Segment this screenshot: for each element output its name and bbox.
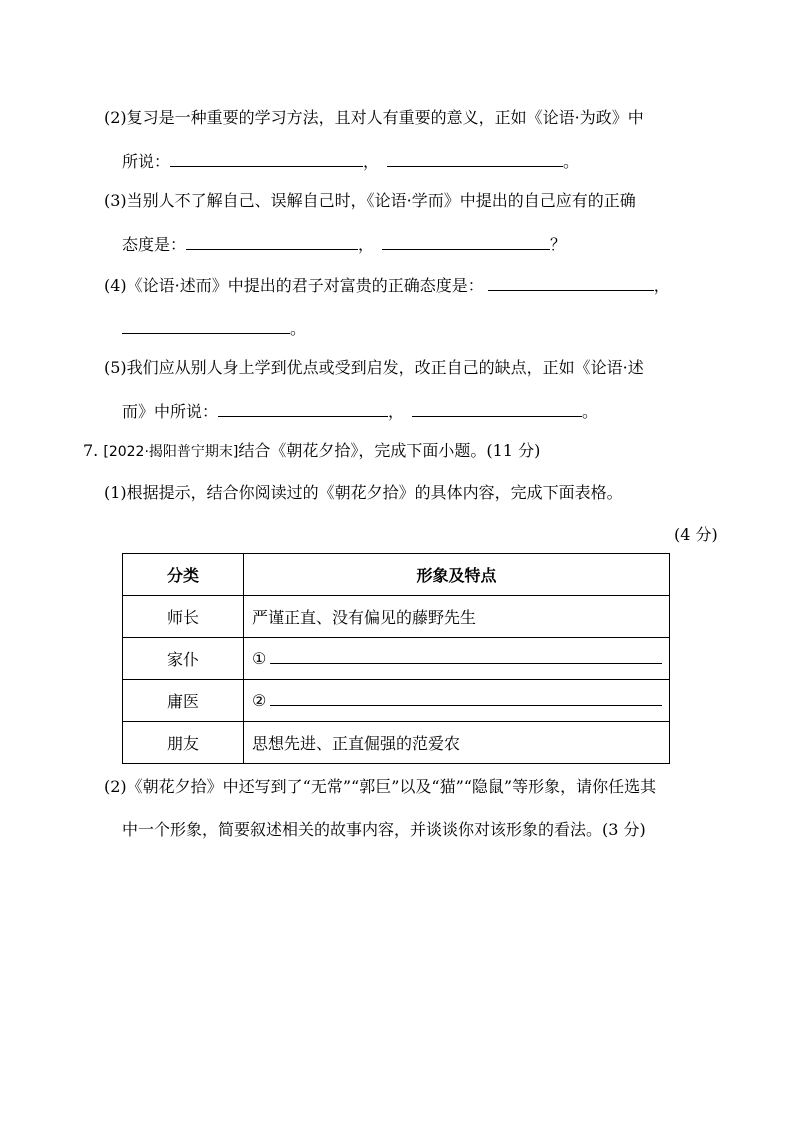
circled-number: ② — [252, 691, 267, 710]
q6-part3-line2 — [122, 233, 566, 256]
table-cell-content: 严谨正直、没有偏见的藤野先生 — [244, 596, 670, 638]
q7-part1-text: (1)根据提示，结合你阅读过的《朝花夕拾》的具体内容，完成下面表格。 — [104, 483, 623, 502]
table-row — [123, 680, 670, 722]
table-cell-category: 家仆 — [123, 638, 244, 680]
answer-blank[interactable] — [488, 274, 654, 291]
q6-part4-line2 — [122, 317, 306, 340]
circled-number: ① — [252, 649, 267, 668]
table-row — [123, 722, 670, 764]
question-stem: 结合《朝花夕拾》，完成下面小题。(11 分) — [238, 441, 541, 460]
table-cell-content — [244, 680, 670, 722]
q7-part1-score: (4 分) — [674, 525, 718, 544]
answer-blank[interactable] — [412, 400, 582, 417]
end-mark: ？ — [550, 235, 567, 254]
question-number: 7. — [83, 441, 99, 460]
separator: ， — [653, 276, 670, 295]
separator: ， — [358, 235, 375, 254]
q7-part2-line1: (2)《朝花夕拾》中还写到了“无常”“郭巨”以及“猫”“隐鼠”等形象，请你任选其 — [104, 777, 657, 796]
answer-blank[interactable] — [186, 233, 358, 250]
q6-part2-line2 — [122, 150, 579, 173]
answer-blank[interactable] — [270, 649, 662, 664]
table-cell-content: 思想先进、正直倔强的范爱农 — [244, 722, 670, 764]
q7-part2-line2: 中一个形象，简要叙述相关的故事内容，并谈谈你对该形象的看法。(3 分) — [122, 820, 646, 839]
answer-blank[interactable] — [122, 317, 290, 334]
table-cell-content — [244, 638, 670, 680]
q6-part3-prefix: 态度是： — [122, 235, 187, 254]
table-cell-category: 师长 — [123, 596, 244, 638]
answer-blank[interactable] — [387, 150, 563, 167]
table-cell-category: 朋友 — [123, 722, 244, 764]
separator: ， — [363, 152, 380, 171]
q6-part5-line2 — [122, 400, 598, 423]
character-table — [122, 553, 670, 764]
q6-part3-line1: (3)当别人不了解自己、误解自己时，《论语·学而》中提出的自己应有的正确 — [104, 191, 636, 210]
q6-part5-prefix: 而》中所说： — [122, 402, 219, 421]
q7-header — [83, 440, 540, 463]
table-header-row — [123, 554, 670, 596]
end-mark: 。 — [290, 319, 307, 338]
q6-part4-prefix: (4)《论语·述而》中提出的君子对富贵的正确态度是： — [104, 276, 484, 295]
table-cell-category: 庸医 — [123, 680, 244, 722]
answer-blank[interactable] — [382, 233, 550, 250]
end-mark: 。 — [563, 152, 580, 171]
q6-part2-line1: (2)复习是一种重要的学习方法，且对人有重要的意义，正如《论语·为政》中 — [104, 108, 644, 127]
table-header-content: 形象及特点 — [244, 554, 670, 596]
q6-part2-prefix: 所说： — [122, 152, 171, 171]
question-source: [2022·揭阳普宁期末] — [103, 444, 239, 460]
answer-blank[interactable] — [218, 400, 388, 417]
answer-blank[interactable] — [270, 691, 662, 706]
answer-blank[interactable] — [170, 150, 363, 167]
q6-part5-line1: (5)我们应从别人身上学到优点或受到启发，改正自己的缺点，正如《论语·述 — [104, 358, 644, 377]
q6-part4-line1 — [104, 274, 670, 297]
separator: ， — [388, 402, 405, 421]
end-mark: 。 — [582, 402, 599, 421]
table-row — [123, 638, 670, 680]
table-header-category: 分类 — [123, 554, 244, 596]
table-row — [123, 596, 670, 638]
